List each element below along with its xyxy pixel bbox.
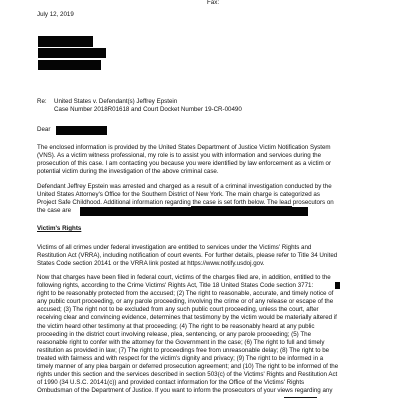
redacted-recipient-address-1: [38, 48, 106, 58]
fax-label: Fax:: [207, 0, 220, 6]
paragraph-intro: [37, 144, 373, 176]
paragraph-line: timely manner of any plea bargain or deferred prosecution agreement; and (10) The right to be informed of the: [37, 363, 339, 371]
paragraph-line: accused; (3) The right not to be excluded from any such public court proceeding, unless the court, after: [37, 306, 319, 314]
paragraph-line: United States Attorney's Office for the Southern District of New York. The main charge is categorized as: [37, 191, 320, 199]
paragraph-line: States Code section 20141 or the VRRA link posted at https://www.notify.usdoj.gov.: [37, 260, 265, 268]
salutation: Dear: [37, 126, 51, 133]
paragraph-line: prosecution of this case. I am contacting you because you were identified by law enforcement as a victim or: [37, 160, 332, 168]
paragraph-line: proceeding in the district court involving release, plea, sentencing, or any parole proceeding; (5) The: [37, 330, 312, 338]
re-line-2: Case Number 2018R01618 and Court Docket Number 19-CR-00490: [54, 106, 242, 113]
paragraph-line: restitution as provided in law; (7) The right to proceedings free from unreasonable delay; (8) The right to be: [37, 346, 330, 354]
paragraph-line: right to be reasonably protected from the accused; (2) The right to reasonable, accurate, and timely notice of: [37, 290, 334, 298]
paragraph-line: Restitution Act (VRRA), including notification of court events. For further details, please refer to Title 34 United: [37, 252, 338, 260]
paragraph-line: any public court proceeding, or any parole proceeding, involving the crime or of any release or escape of the: [37, 298, 334, 306]
paragraph-line: of 1990 (34 U.S.C. 20141(c)) and provided contact information for the Office of the Victims' Rights: [37, 379, 305, 387]
letter-date: July 12, 2019: [37, 11, 74, 18]
paragraph-line: Now that charges have been filed in federal court, victims of the charges filed are, in addition, entitled to the: [37, 274, 331, 281]
underline-additional-info: [191, 206, 292, 207]
paragraph-vrra: [37, 244, 373, 268]
paragraph-line: the victim heard other testimony at that proceeding; (4) The right to be reasonably heard at any public: [37, 322, 315, 330]
paragraph-line: the case are: [37, 207, 72, 215]
redacted-prosecutor-names: [80, 207, 308, 216]
underline-your-views: [284, 397, 317, 398]
paragraph-cvra-rights: [37, 274, 373, 395]
paragraph-line: receiving clear and convincing evidence, determines that testimony by the victim would be materially altered if: [37, 314, 337, 322]
paragraph-line: Project Safe Childhood. Additional information regarding the case is set forth below. The lead prosecutors on: [37, 199, 334, 207]
header-top-fragment: [160, 0, 162, 7]
paragraph-line: potential victim during the investigation of the above criminal case.: [37, 168, 219, 176]
paragraph-line: Ombudsman of the Department of Justice. If you want to inform the prosecutors of your views regarding any: [37, 387, 333, 395]
paragraph-line: treated with fairness and with respect for the victim's dignity and privacy; (9) The right to be informed in a: [37, 354, 324, 362]
paragraph-line: Defendant Jeffrey Epstein was arrested and charged as a result of a criminal investigation conducted by the: [37, 183, 332, 190]
section-heading-victims-rights: Victim's Rights: [37, 225, 82, 232]
redacted-salutation-name: [56, 126, 107, 135]
paragraph-line: (VNS). As a victim witness professional, my role is to assist you with information and services during the: [37, 152, 322, 160]
paragraph-line: rights under this section and the services described in section 503(c) of the Victims' Rights and Restitution Act: [37, 371, 338, 379]
paragraph-line: reasonable right to confer with the attorney for the Government in the case; (6) The right to full and timely: [37, 338, 325, 346]
redacted-recipient-address-2: [38, 60, 101, 70]
redacted-rights-marker: [335, 282, 340, 289]
re-line-1: United States v. Defendant(s) Jeffrey Epstein: [54, 98, 178, 105]
re-label: Re:: [37, 98, 47, 105]
paragraph-line: Victims of all crimes under federal investigation are entitled to services under the Victims' Rights and: [37, 244, 312, 251]
redacted-recipient-name: [38, 36, 93, 47]
paragraph-line: following rights, according to the Crime Victims' Rights Act, Title 18 United States Code section 3771:: [37, 282, 314, 290]
paragraph-line: The enclosed information is provided by the United States Department of Justice Victim Notification System: [37, 144, 331, 151]
